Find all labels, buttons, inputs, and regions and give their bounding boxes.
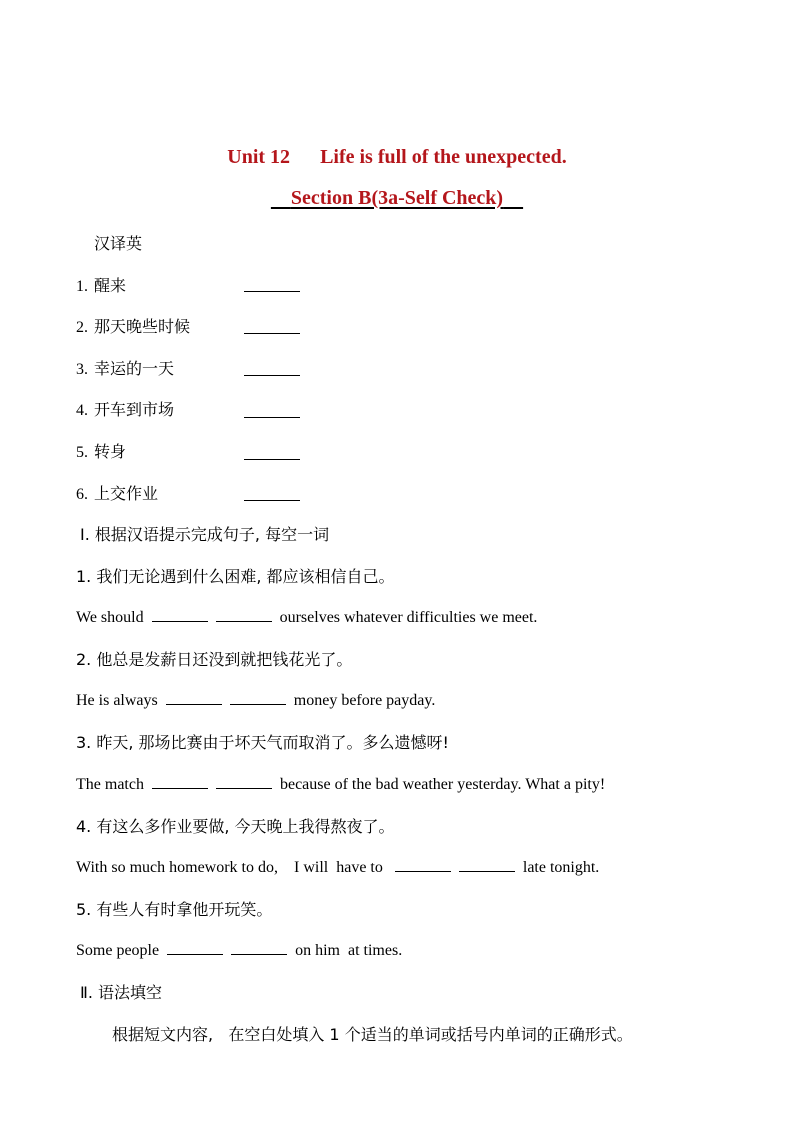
answer-blank[interactable] bbox=[167, 938, 223, 955]
vocab-answer-blank[interactable] bbox=[244, 359, 300, 376]
part1-english-sentence: Some people on him at times. bbox=[76, 938, 402, 960]
unit-title bbox=[0, 146, 794, 169]
part1-english-sentence: We should ourselves whatever difficulties we meet. bbox=[76, 605, 537, 627]
unit-topic: Life is full of the unexpected. bbox=[320, 146, 567, 168]
vocab-answer-blank[interactable] bbox=[244, 401, 300, 418]
answer-blank[interactable] bbox=[231, 938, 287, 955]
answer-blank[interactable] bbox=[230, 688, 286, 705]
part1-english-sentence: The match because of the bad weather yesterday. What a pity! bbox=[76, 772, 605, 794]
vocab-answer-blank[interactable] bbox=[244, 275, 300, 292]
part1-chinese-sentence: 5. 有些人有时拿他开玩笑。 bbox=[76, 900, 273, 919]
part1-english-sentence: He is always money before payday. bbox=[76, 688, 435, 710]
vocab-item: 2. 那天晚些时候 bbox=[76, 317, 191, 336]
vocab-item: 5. 转身 bbox=[76, 442, 127, 461]
answer-blank[interactable] bbox=[216, 605, 272, 622]
vocab-answer-blank[interactable] bbox=[244, 317, 300, 334]
vocab-item: 4. 开车到市场 bbox=[76, 400, 175, 419]
section-title-text: Section B(3a-Self Check) bbox=[290, 187, 504, 209]
part1-chinese-sentence: 1. 我们无论遇到什么困难, 都应该相信自己。 bbox=[76, 567, 395, 586]
answer-blank[interactable] bbox=[152, 772, 208, 789]
vocab-heading: 汉译英 bbox=[94, 234, 143, 253]
vocab-item: 3. 幸运的一天 bbox=[76, 359, 175, 378]
answer-blank[interactable] bbox=[459, 855, 515, 872]
unit-number: Unit 12 bbox=[227, 146, 291, 168]
part2-heading: Ⅱ. 语法填空 bbox=[80, 983, 163, 1002]
vocab-item: 6. 上交作业 bbox=[76, 484, 159, 503]
vocab-item: 1. 醒来 bbox=[76, 276, 127, 295]
part1-chinese-sentence: 2. 他总是发薪日还没到就把钱花光了。 bbox=[76, 650, 353, 669]
answer-blank[interactable] bbox=[216, 772, 272, 789]
answer-blank[interactable] bbox=[152, 605, 208, 622]
part1-chinese-sentence: 3. 昨天, 那场比赛由于坏天气而取消了。多么遗憾呀! bbox=[76, 733, 449, 752]
part1-english-sentence: With so much homework to do, I will have to late tonight. bbox=[76, 855, 599, 877]
vocab-answer-blank[interactable] bbox=[244, 443, 300, 460]
answer-blank[interactable] bbox=[166, 688, 222, 705]
answer-blank[interactable] bbox=[395, 855, 451, 872]
vocab-answer-blank[interactable] bbox=[244, 484, 300, 501]
part2-instruction: 根据短文内容, 在空白处填入 1 个适当的单词或括号内单词的正确形式。 bbox=[112, 1025, 633, 1044]
part1-heading: Ⅰ. 根据汉语提示完成句子, 每空一词 bbox=[80, 525, 330, 544]
section-title bbox=[0, 187, 794, 210]
part1-chinese-sentence: 4. 有这么多作业要做, 今天晚上我得熬夜了。 bbox=[76, 817, 395, 836]
